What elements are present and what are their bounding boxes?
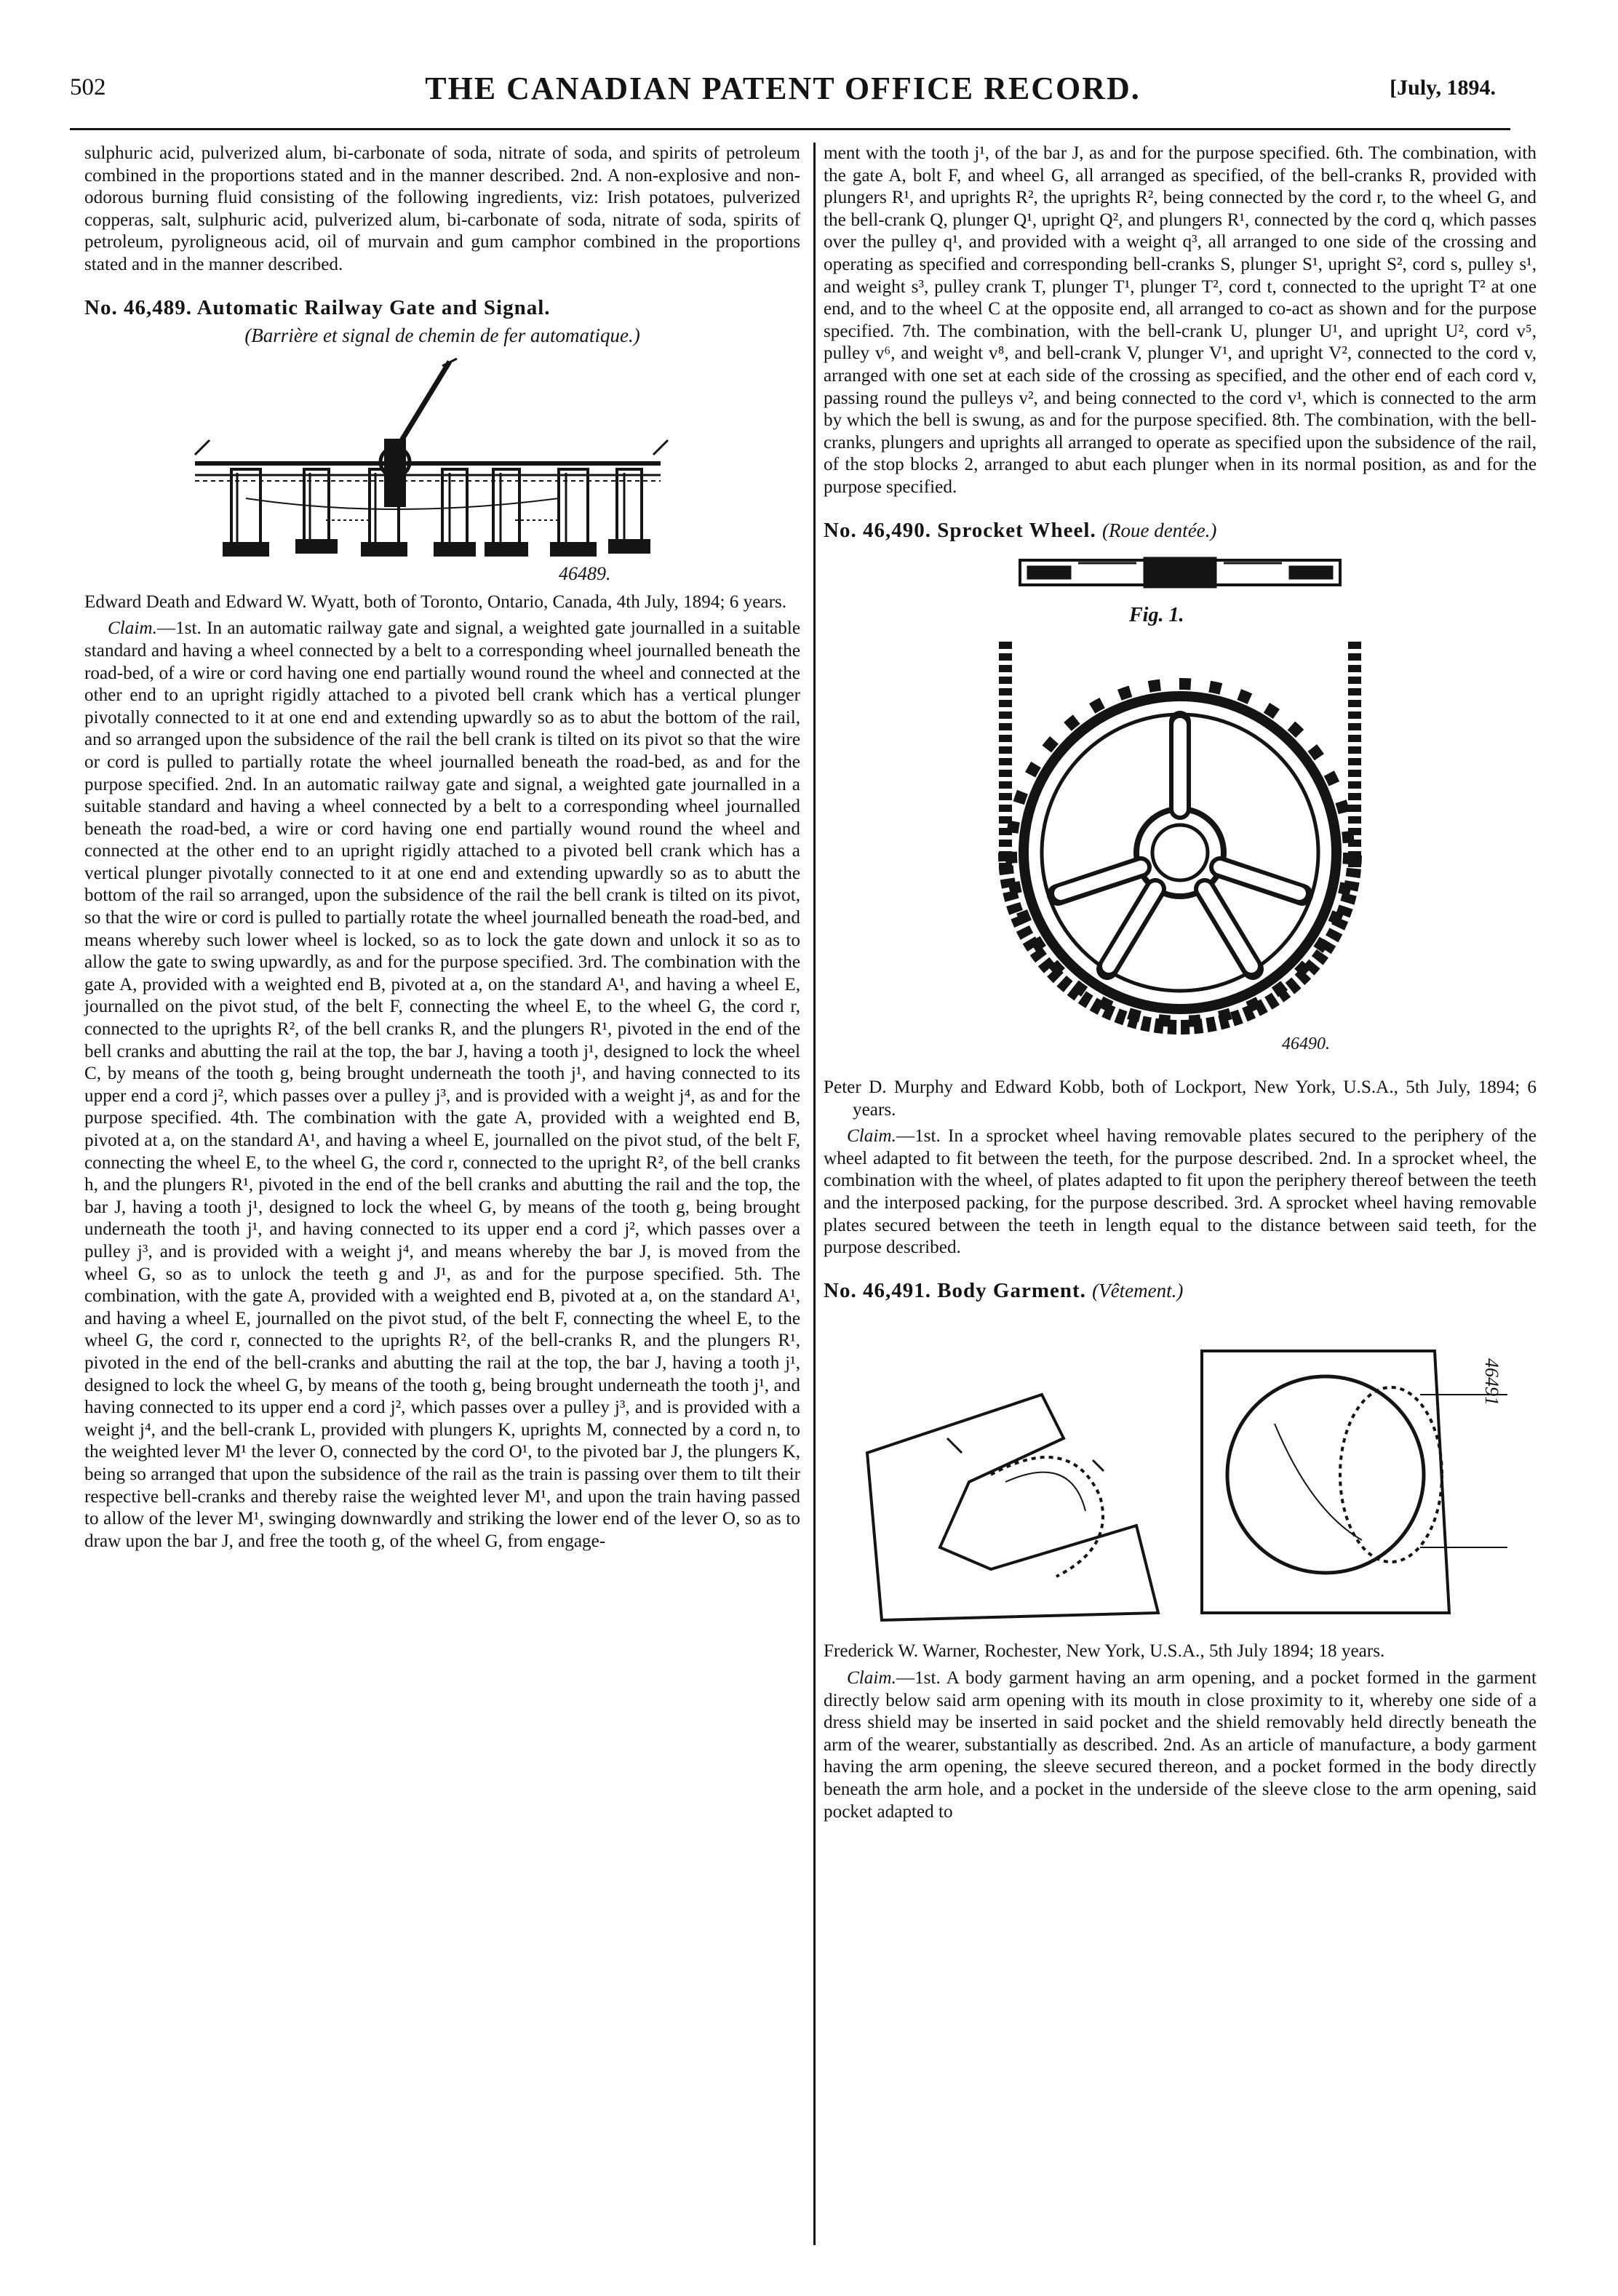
svg-text:Fig. 1.: Fig. 1. xyxy=(1129,604,1184,627)
claim-text: —1st. A body garment having an arm opening, and a pocket formed in the garment directly below said arm opening with its mouth in close proximity to it, whereby one side of a dress shield may be inserted in said pocket and the shield removably held directly beneath the arm of the wearer, substantially as described. 2nd. As an article of manufacture, a body garment having the arm opening, the sleeve secured thereon, and a pocket formed in the body directly beneath the arm hole, and a pocket in the underside of the sleeve close to the arm opening, said pocket adapted to xyxy=(824,1668,1537,1822)
patent-46489-continuation: ment with the tooth j¹, of the bar J, as and for the purpose specified. 6th. The combination, with the gate A, bolt F, and wheel G, all arranged as specified, of the bell-cranks R, provided with plungers R¹, and uprights R², the uprights R², being connected by the cord r, to the wheel G, and the bell-crank Q, plunger Q¹, upright Q², and plungers R¹, connected by the cord q, which passes over the pulley q¹, and provided with a weight q³, all arranged to one side of the crossing and operating as specified and corresponding bell-cranks S, plunger S¹, upright S², cord s, pulley s¹, and weight s³, pulley crank T, plunger T¹, plunger T², cord t, connected to the upright T² at one end, and to the wheel C at the opposite end, all arranged to co-act as shown and for the purpose specified. 7th. The combination, with the bell-crank U, plunger U¹, and upright U², cord v⁵, pulley v⁶, and weight v⁸, and bell-crank V, plunger V¹, and upright V², connected to the cord v, arranged with one set at each side of the crossing as specified, and the other end of each cord v, passing round the pulleys v², and being connected to the cord v¹, which is connected to the arm by which the bell is swung, as and for the purpose specified. 8th. The combination, with the bell-cranks, plungers and uprights all arranged to operate as specified upon the subsidence of the rail, of the stop blocks 2, arranged to abut each plunger when in its normal position, as and for the purpose specified. xyxy=(824,143,1537,497)
page-number: 502 xyxy=(70,74,106,100)
page-header xyxy=(70,70,1496,121)
claim-text: —1st. In a sprocket wheel having removable plates secured to the periphery of the wheel adapted to fit between the teeth, for the purpose described. 2nd. In a sprocket wheel, the combination with the wheel, of plates adapted to fit upon the periphery thereof between the teeth and the interposed packing, for the purpose described. 3rd. A sprocket wheel having removable plates secured between the teeth in length equal to the distance between said teeth, for the purpose described. xyxy=(824,1126,1537,1258)
sprocket-wheel-figure xyxy=(976,547,1384,1071)
patent-46491-claims xyxy=(824,1667,1537,1823)
svg-text:46490.: 46490. xyxy=(1282,1035,1330,1054)
patent-46491-heading: No. 46,491. Body Garment. (Vêtement.) xyxy=(824,1278,1184,1302)
patent-46489-french-title: (Barrière et signal de chemin de fer automatique.) xyxy=(244,324,640,347)
left-column xyxy=(84,143,800,1552)
patent-46491-inventors: Frederick W. Warner, Rochester, New York, U.S.A., 5th July 1894; 18 years. xyxy=(824,1641,1385,1662)
header-rule xyxy=(70,128,1510,130)
patent-46490-claims xyxy=(824,1125,1537,1259)
right-column xyxy=(824,143,1537,1823)
column-divider xyxy=(813,143,816,2245)
patent-46490-heading: No. 46,490. Sprocket Wheel. (Roue dentée.) xyxy=(824,518,1217,542)
patent-46489-claims xyxy=(84,618,800,1552)
intro-paragraph: sulphuric acid, pulverized alum, bi-carbonate of soda, nitrate of soda, and spirits of petroleum combined in the proportions stated and in the manner described. 2nd. A non-explosive and non-odorous burning fluid consisting of the following ingredients, viz: Irish potatoes, pulverized copperas, salt, sulphuric acid, pulverized alum, bi-carbonate of soda, nitrate of soda, spirits of petroleum, pyroligneous acid, oil of murvain and gum camphor combined in the proportions stated and in the manner described. xyxy=(84,143,800,274)
claim-lead: Claim. xyxy=(108,618,157,639)
publication-title: THE CANADIAN PATENT OFFICE RECORD. xyxy=(425,71,1141,106)
patent-46490-inventors: Peter D. Murphy and Edward Kobb, both of Lockport, New York, U.S.A., 5th July, 1894; 6 years. xyxy=(824,1077,1537,1120)
patent-46489-heading: No. 46,489. Automatic Railway Gate and Signal. xyxy=(84,295,551,319)
svg-text:46491: 46491 xyxy=(1481,1358,1502,1406)
body-garment-figure xyxy=(838,1307,1522,1635)
svg-text:46489.: 46489. xyxy=(559,562,611,584)
patent-46489-inventors: Edward Death and Edward W. Wyatt, both of Toronto, Ontario, Canada, 4th July, 1894; 6 years. xyxy=(84,591,787,612)
claim-lead: Claim. xyxy=(847,1668,896,1689)
claim-lead: Claim. xyxy=(847,1126,896,1147)
railway-gate-figure xyxy=(151,353,733,586)
issue-date: [July, 1894. xyxy=(1390,76,1496,100)
claim-text: —1st. In an automatic railway gate and signal, a weighted gate journalled in a suitable standard and having a wheel connected by a belt to a corresponding wheel journalled beneath the road-bed, of a wire or cord having one end partially wound round the wheel and connected at the other end to an upright rigidly attached to a pivoted bell crank which has a vertical plunger pivotally connected to it at one end and extending upwardly so as to abut the bottom of the rail, and so arranged upon the subsidence of the rail the bell crank is tilted on its pivot so that the wire or cord is pulled to partially rotate the wheel journalled beneath the road-bed, as and for the purpose specified. 2nd. In an automatic railway gate and signal, a weighted gate journalled in a suitable standard and having a wheel connected by a belt to a corresponding wheel journalled beneath the road-bed, a wire or cord having one end partially wound round the wheel and connected at the other end to an upright rigidly attached to a pivoted bell crank which has a vertical plunger pivotally connected to it at one end and extending upwardly so as to abutt the bottom of the rail so arranged, upon the subsidence of the rail the bell crank is tilted on its pivot, so that the wire or cord is pulled to partially rotate the wheel journalled beneath the road-bed, and means whereby such lower wheel is locked, so as to lock the gate down and unlock it so as to allow the gate to swing upwardly, as and for the purpose specified. 3rd. The combination with the gate A, provided with a weighted end B, pivoted at a, on the standard A¹, and having a wheel E, journalled on the pivot stud, of the belt F, connecting the wheel E, to the wheel G, the cord r, connected to the uprights R², of the bell cranks R, and the plungers R¹, pivoted in the end of the bell cranks and abutting the rail at the top, the bar J, having a tooth j¹, designed to lock the wheel C, by means of the tooth g, being brought underneath the tooth j¹, and having connected to its upper end a cord j², which passes over a pulley j³, and is provided with a weight j⁴, as and for the purpose specified. 4th. The combination with the gate A, provided with a weighted end B, pivoted at a, on the standard A¹, and having a wheel E, journalled on the pivot stud, of the belt F, connecting the wheel E, to the wheel G, the cord r, connected to the upright R², of the bell cranks h, and the plungers R¹, pivoted in the end of the bell cranks and abutting the rail and the top, the bar J, having a tooth j¹, designed to lock the wheel G, by means of the tooth g, being brought underneath the tooth j¹, and having connected to its upper end a cord j², which passes over a pulley j³, and is provided with a weight j⁴, and means whereby the bar J, is moved from the wheel G, so as to unlock the teeth g and J¹, as and for the purpose specified. 5th. The combination, with the gate A, provided with a weighted end B, pivoted at a, on the standard A¹, and having a wheel E, journalled on the pivot stud, of the belt F, connecting the wheel E, to the wheel G, the cord r, connected to the uprights R², of the bell-cranks R, and the plungers R¹, pivoted in the end of the bell-cranks and abutting the rail at the top, the bar J, having a tooth j¹, designed to lock the wheel G, by means of the tooth g, being brought underneath the tooth j¹, and having connected to its upper end a cord j², which passes over a pulley j³, and is provided with a weight j⁴, and the bell-crank L, provided with plungers K, uprights M, connected by a cord n, to the weighted lever M¹ the lever O, connected by the cord O¹, to the pivoted bar J, the plungers K, being so arranged that upon the subsidence of the rail as the train is passing over them to tilt their respective bell-cranks and thereby raise the weighted lever M¹, and upon the train having passed to allow of the lever M¹, swinging downwardly and striking the lower end of the lever O, so as to draw upon the bar J, and free the tooth g, of the wheel G, from engage- xyxy=(84,618,800,1551)
